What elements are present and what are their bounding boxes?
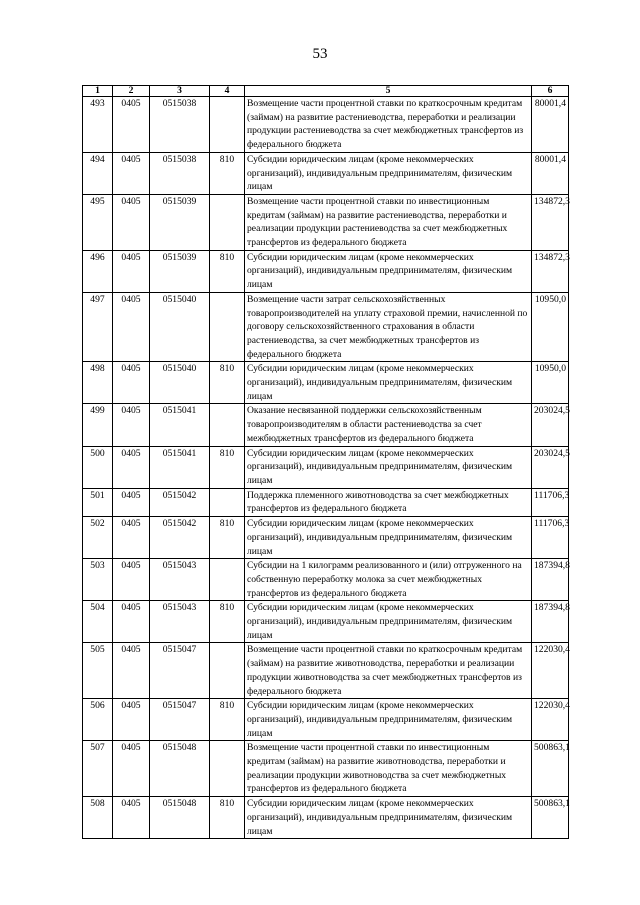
expense-type-cell: 810 <box>210 601 245 643</box>
section-code-cell: 0405 <box>113 446 150 488</box>
amount-cell: 134872,3 <box>532 194 569 250</box>
table-row <box>83 194 569 250</box>
row-number-cell: 496 <box>83 250 113 292</box>
row-number-cell: 502 <box>83 517 113 559</box>
description-cell: Субсидии юридическим лицам (кроме некоммерческих организаций), индивидуальным предпринимателям, физическим лицам <box>245 517 532 559</box>
table-row <box>83 699 569 741</box>
row-number-cell: 504 <box>83 601 113 643</box>
article-code-cell: 0515043 <box>150 601 210 643</box>
column-header-1: 1 <box>83 86 113 97</box>
expense-type-cell: 810 <box>210 362 245 404</box>
description-cell: Поддержка племенного животноводства за счет межбюджетных трансфертов из федерального бюджета <box>245 488 532 516</box>
row-number-cell: 505 <box>83 643 113 699</box>
expense-type-cell <box>210 488 245 516</box>
description-cell: Субсидии юридическим лицам (кроме некоммерческих организаций), индивидуальным предпринимателям, физическим лицам <box>245 446 532 488</box>
row-number-cell: 494 <box>83 152 113 194</box>
article-code-cell: 0515041 <box>150 446 210 488</box>
article-code-cell: 0515038 <box>150 97 210 153</box>
row-number-cell: 498 <box>83 362 113 404</box>
article-code-cell: 0515043 <box>150 559 210 601</box>
table-row <box>83 559 569 601</box>
amount-cell: 80001,4 <box>532 152 569 194</box>
article-code-cell: 0515040 <box>150 292 210 362</box>
expense-type-cell: 810 <box>210 517 245 559</box>
table-row <box>83 797 569 839</box>
description-cell: Субсидии юридическим лицам (кроме некоммерческих организаций), индивидуальным предпринимателям, физическим лицам <box>245 152 532 194</box>
amount-cell: 80001,4 <box>532 97 569 153</box>
column-header-3: 3 <box>150 86 210 97</box>
column-header-2: 2 <box>113 86 150 97</box>
section-code-cell: 0405 <box>113 517 150 559</box>
table-row <box>83 601 569 643</box>
description-cell: Возмещение части процентной ставки по краткосрочным кредитам (займам) на развитие животноводства, переработки и реализации продукции животноводства за счет межбюджетных трансфертов из федерального бюджета <box>245 643 532 699</box>
description-cell: Субсидии юридическим лицам (кроме некоммерческих организаций), индивидуальным предпринимателям, физическим лицам <box>245 699 532 741</box>
article-code-cell: 0515038 <box>150 152 210 194</box>
table-row <box>83 517 569 559</box>
section-code-cell: 0405 <box>113 741 150 797</box>
article-code-cell: 0515047 <box>150 699 210 741</box>
section-code-cell: 0405 <box>113 699 150 741</box>
expense-type-cell: 810 <box>210 446 245 488</box>
amount-cell: 10950,0 <box>532 362 569 404</box>
section-code-cell: 0405 <box>113 292 150 362</box>
section-code-cell: 0405 <box>113 601 150 643</box>
article-code-cell: 0515042 <box>150 488 210 516</box>
expense-type-cell <box>210 97 245 153</box>
description-cell: Оказание несвязанной поддержки сельскохозяйственным товаропроизводителям в области растениеводства за счет межбюджетных трансфертов из федерального бюджета <box>245 404 532 446</box>
row-number-cell: 499 <box>83 404 113 446</box>
expense-type-cell: 810 <box>210 152 245 194</box>
section-code-cell: 0405 <box>113 362 150 404</box>
article-code-cell: 0515048 <box>150 797 210 839</box>
row-number-cell: 503 <box>83 559 113 601</box>
description-cell: Субсидии юридическим лицам (кроме некоммерческих организаций), индивидуальным предпринимателям, физическим лицам <box>245 250 532 292</box>
amount-cell: 500863,1 <box>532 741 569 797</box>
description-cell: Субсидии юридическим лицам (кроме некоммерческих организаций), индивидуальным предпринимателям, физическим лицам <box>245 797 532 839</box>
article-code-cell: 0515047 <box>150 643 210 699</box>
row-number-cell: 506 <box>83 699 113 741</box>
table-row <box>83 643 569 699</box>
table-body <box>83 97 569 839</box>
table-row <box>83 292 569 362</box>
description-cell: Субсидии на 1 килограмм реализованного и (или) отгруженного на собственную переработку молока за счет межбюджетных трансфертов из федерального бюджета <box>245 559 532 601</box>
amount-cell: 500863,1 <box>532 797 569 839</box>
article-code-cell: 0515048 <box>150 741 210 797</box>
table-row <box>83 362 569 404</box>
row-number-cell: 500 <box>83 446 113 488</box>
description-cell: Субсидии юридическим лицам (кроме некоммерческих организаций), индивидуальным предпринимателям, физическим лицам <box>245 362 532 404</box>
section-code-cell: 0405 <box>113 152 150 194</box>
expense-type-cell <box>210 194 245 250</box>
column-header-4: 4 <box>210 86 245 97</box>
expense-type-cell: 810 <box>210 797 245 839</box>
article-code-cell: 0515039 <box>150 250 210 292</box>
amount-cell: 111706,3 <box>532 517 569 559</box>
expense-type-cell <box>210 292 245 362</box>
expense-type-cell <box>210 643 245 699</box>
table-row <box>83 446 569 488</box>
section-code-cell: 0405 <box>113 643 150 699</box>
amount-cell: 122030,4 <box>532 643 569 699</box>
table-row <box>83 152 569 194</box>
row-number-cell: 495 <box>83 194 113 250</box>
amount-cell: 10950,0 <box>532 292 569 362</box>
amount-cell: 203024,5 <box>532 404 569 446</box>
section-code-cell: 0405 <box>113 404 150 446</box>
row-number-cell: 501 <box>83 488 113 516</box>
expense-type-cell <box>210 559 245 601</box>
row-number-cell: 497 <box>83 292 113 362</box>
amount-cell: 122030,4 <box>532 699 569 741</box>
table-row <box>83 741 569 797</box>
article-code-cell: 0515042 <box>150 517 210 559</box>
expense-type-cell <box>210 404 245 446</box>
expense-type-cell: 810 <box>210 250 245 292</box>
description-cell: Возмещение части процентной ставки по краткосрочным кредитам (займам) на развитие растениеводства, переработки и реализации продукции растениеводства за счет межбюджетных трансфертов из федерального бюджета <box>245 97 532 153</box>
column-header-5: 5 <box>245 86 532 97</box>
section-code-cell: 0405 <box>113 194 150 250</box>
amount-cell: 187394,8 <box>532 559 569 601</box>
description-cell: Субсидии юридическим лицам (кроме некоммерческих организаций), индивидуальным предпринимателям, физическим лицам <box>245 601 532 643</box>
table-row <box>83 97 569 153</box>
table-header-row <box>83 86 569 97</box>
section-code-cell: 0405 <box>113 797 150 839</box>
column-header-6: 6 <box>532 86 569 97</box>
table-row <box>83 250 569 292</box>
row-number-cell: 493 <box>83 97 113 153</box>
row-number-cell: 508 <box>83 797 113 839</box>
expense-type-cell <box>210 741 245 797</box>
expense-type-cell: 810 <box>210 699 245 741</box>
section-code-cell: 0405 <box>113 97 150 153</box>
article-code-cell: 0515040 <box>150 362 210 404</box>
section-code-cell: 0405 <box>113 559 150 601</box>
description-cell: Возмещение части затрат сельскохозяйственных товаропроизводителей на уплату страховой премии, начисленной по договору сельскохозяйственного страхования в области растениеводства, за счет межбюджетных трансфертов из федерального бюджета <box>245 292 532 362</box>
amount-cell: 187394,8 <box>532 601 569 643</box>
section-code-cell: 0405 <box>113 250 150 292</box>
amount-cell: 111706,3 <box>532 488 569 516</box>
row-number-cell: 507 <box>83 741 113 797</box>
article-code-cell: 0515039 <box>150 194 210 250</box>
description-cell: Возмещение части процентной ставки по инвестиционным кредитам (займам) на развитие растениеводства, переработки и реализации продукции растениеводства за счет межбюджетных трансфертов из федерального бюджета <box>245 194 532 250</box>
description-cell: Возмещение части процентной ставки по инвестиционным кредитам (займам) на развитие животноводства, переработки и реализации продукции животноводства за счет межбюджетных трансфертов из федерального бюджета <box>245 741 532 797</box>
amount-cell: 134872,3 <box>532 250 569 292</box>
table-row <box>83 488 569 516</box>
amount-cell: 203024,5 <box>532 446 569 488</box>
budget-table <box>82 85 569 839</box>
page-number: 53 <box>312 46 328 62</box>
section-code-cell: 0405 <box>113 488 150 516</box>
table-row <box>83 404 569 446</box>
article-code-cell: 0515041 <box>150 404 210 446</box>
